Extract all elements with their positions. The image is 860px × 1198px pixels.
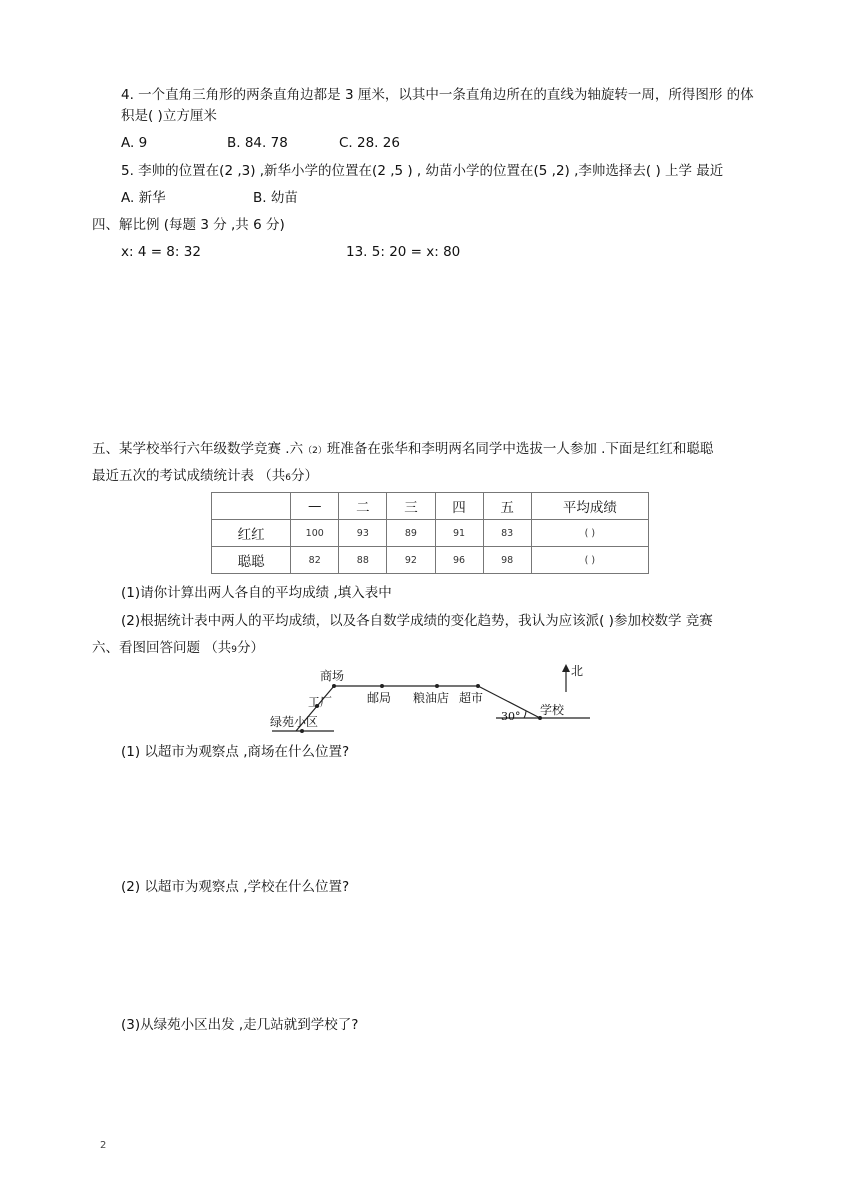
q4-option-b: B. 84. 78 [227,135,288,151]
q5-line1: 5. 李帅的位置在(2 ,3) ,新华小学的位置在(2 ,5 ) , 幼苗小学的位置在(5 ,2) ,李帅选择去( ) 上学 最近 [121,163,724,179]
station-grain-store [435,684,439,688]
score-cell: 92 [387,547,435,574]
section6-title [92,639,264,659]
section4-equation-2: 13. 5: 20 = x: 80 [346,244,461,260]
section5-points: 6 [285,473,292,483]
section6-question-1: (1) 以超市为观察点 ,商场在什么位置? [121,744,350,760]
score-cell: 98 [483,547,531,574]
station-post-office [380,684,384,688]
section5-line2-b: 分） [291,468,319,484]
section4-title: 四、解比例 (每题 3 分 ,共 6 分) [92,217,285,233]
score-cell: 93 [339,520,387,547]
header-average: 平均成绩 [531,493,648,520]
station-residential [300,729,304,733]
section5-line1-b: 班准备在张华和李明两名同学中选拔一人参加 .下面是红红和聪聪 [326,441,714,457]
header-test-4: 四 [435,493,483,520]
row-name: 红红 [212,520,291,547]
section5-line2 [92,467,318,487]
section5-sub1: (1)请你计算出两人各自的平均成绩 ,填入表中 [121,585,392,601]
section6-question-3: (3)从绿苑小区出发 ,走几站就到学校了? [121,1017,359,1033]
score-table [211,492,649,574]
section6-question-2: (2) 以超市为观察点 ,学校在什么位置? [121,879,350,895]
q4-option-c: C. 28. 26 [339,135,400,151]
score-cell: 89 [387,520,435,547]
section5-line1 [92,440,713,460]
score-cell: 88 [339,547,387,574]
label-post-office: 邮局 [367,691,392,705]
score-cell: 83 [483,520,531,547]
label-residential: 绿苑小区 [270,715,319,729]
station-mall [332,684,336,688]
route-map [262,662,596,742]
average-blank: ( ) [531,520,648,547]
label-north: 北 [571,664,584,678]
section4-equation-1: x: 4 = 8: 32 [121,244,201,260]
header-test-5: 五 [483,493,531,520]
row-name: 聪聪 [212,547,291,574]
q5-option-a: A. 新华 [121,190,166,206]
table-row [212,547,649,574]
section6-title-a: 六、看图回答问题 （共 [92,640,232,656]
station-supermarket [476,684,480,688]
header-test-1: — [291,493,339,520]
section6-points: 9 [231,645,238,655]
score-table-header-row [212,493,649,520]
q5-option-b: B. 幼苗 [253,190,298,206]
label-school: 学校 [540,703,565,717]
q4-line1: 4. 一个直角三角形的两条直角边都是 3 厘米，以其中一条直角边所在的直线为轴旋转一周，所得图形 的体 [121,87,754,103]
label-grain-store: 粮油店 [413,691,450,705]
page-number: 2 [100,1140,107,1151]
average-blank: ( ) [531,547,648,574]
section6-title-b: 分） [237,640,265,656]
label-angle: 30° [501,710,521,723]
score-cell: 96 [435,547,483,574]
header-test-2: 二 [339,493,387,520]
q4-line2: 积是( )立方厘米 [121,108,217,124]
table-row [212,520,649,547]
score-cell: 82 [291,547,339,574]
section5-class-number: （2） [303,446,327,456]
section5-line1-a: 五、某学校举行六年级数学竞赛 .六 [92,441,304,457]
label-factory: 工厂 [308,695,333,709]
score-cell: 91 [435,520,483,547]
label-mall: 商场 [320,669,345,683]
header-blank [212,493,291,520]
q4-option-a: A. 9 [121,135,148,151]
section5-sub2: (2)根据统计表中两人的平均成绩，以及各自数学成绩的变化趋势，我认为应该派( )参加校数学 竞赛 [121,613,713,629]
score-cell: 100 [291,520,339,547]
label-supermarket: 超市 [459,691,484,705]
header-test-3: 三 [387,493,435,520]
section5-line2-a: 最近五次的考试成绩统计表 （共 [92,468,286,484]
angle-arc [524,711,526,718]
north-arrow-icon [562,664,570,672]
